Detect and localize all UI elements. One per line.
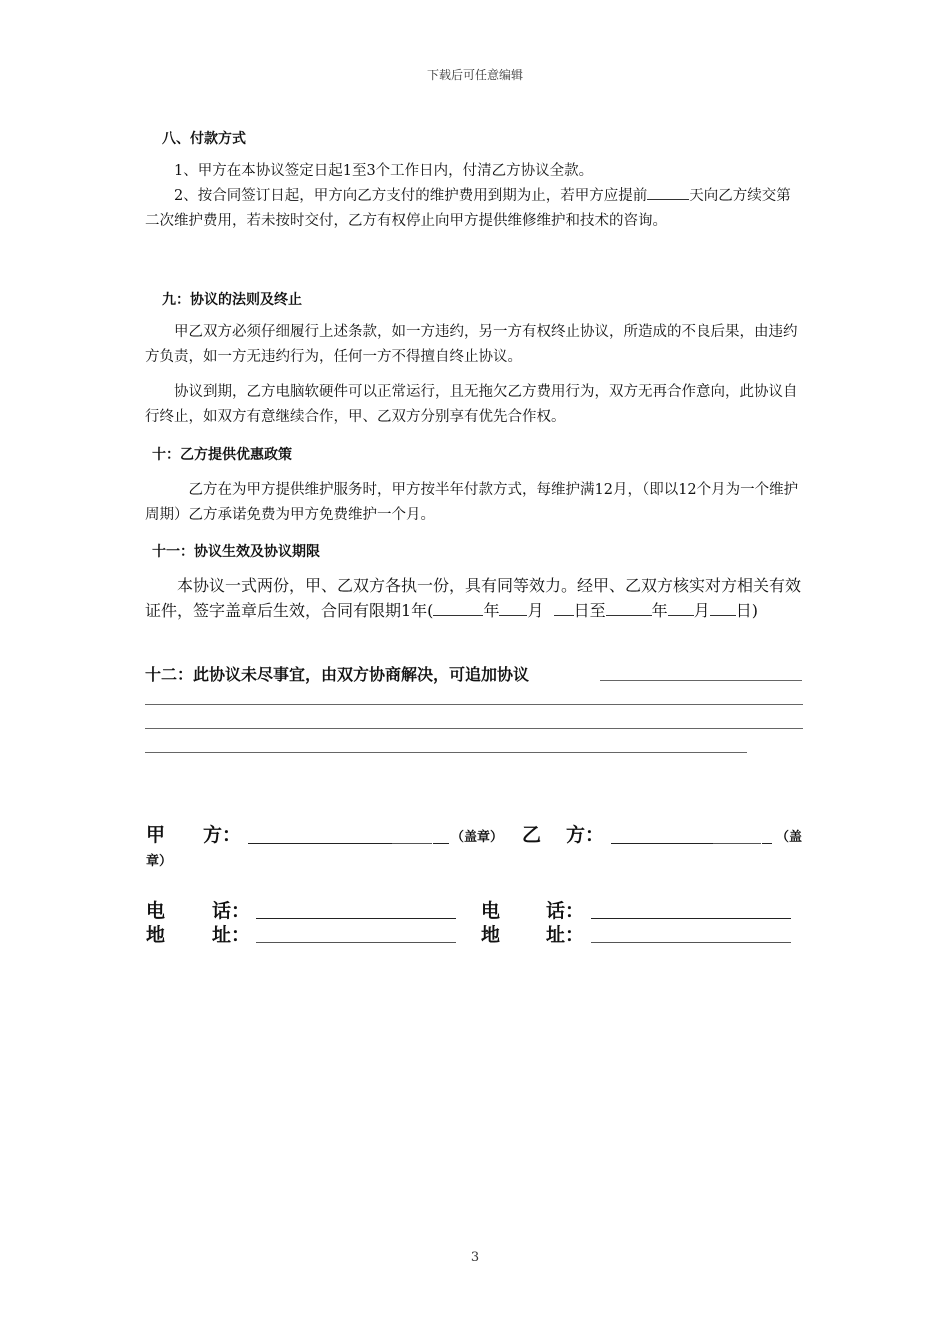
- address-label-b-2: 址：: [546, 924, 585, 946]
- phone-label-b-1: 电: [481, 900, 501, 922]
- party-a-signature-line: [248, 843, 392, 844]
- to-label: 至: [589, 601, 606, 620]
- address-label-a-1: 地: [146, 924, 166, 946]
- phone-label-b-2: 话：: [546, 900, 585, 922]
- start-month-label: 月: [527, 601, 544, 620]
- section-8-item-2-text-a: 2、按合同签订日起，甲方向乙方支付的维护费用到期为止，若甲方应提前: [174, 188, 648, 204]
- start-year-blank: [433, 601, 483, 616]
- address-label-b-1: 地: [481, 924, 501, 946]
- section-9-para-1: 甲乙双方必须仔细履行上述条款，如一方违约，另一方有权终止协议，所造成的不良后果，由违约方负责，如一方无违约行为，任何一方不得擅自终止协议。: [145, 324, 798, 365]
- end-month-label: 月: [693, 601, 710, 620]
- party-a-seal-label: （盖章）: [451, 830, 504, 845]
- party-b-label-1: 乙: [522, 824, 542, 846]
- supplement-line: [145, 728, 803, 729]
- address-line-a: [256, 942, 456, 943]
- address-line-b: [591, 942, 791, 943]
- section-9-para-2: 协议到期，乙方电脑软硬件可以正常运行，且无拖欠乙方费用行为，双方无再合作意向，此协议自行终止，如双方有意继续合作，甲、乙双方分别享有优先合作权。: [145, 384, 798, 425]
- party-b-signature-line: [762, 843, 772, 844]
- end-month-blank: [668, 601, 694, 616]
- phone-line-b: [591, 918, 791, 919]
- end-day-blank: [710, 601, 736, 616]
- start-day-blank: [554, 601, 574, 616]
- phone-line-a: [256, 918, 456, 919]
- start-year-label: 年: [483, 601, 500, 620]
- party-b-seal-label-cont: 章）: [146, 854, 173, 869]
- section-8-item-2: [145, 184, 805, 234]
- end-year-blank: [606, 601, 652, 616]
- phone-label-a-1: 电: [146, 900, 166, 922]
- section-11-para: [145, 573, 805, 623]
- end-year-label: 年: [651, 601, 668, 620]
- party-a-label-2: 方：: [203, 824, 242, 846]
- supplement-line: [145, 752, 747, 753]
- section-8-item-2-text-b: 天向乙方续交第二次维护费用，若未按时交付，乙方有权停止向甲方提供维修维护和技术的咨询。: [145, 188, 791, 229]
- start-day-label: 日: [573, 601, 590, 620]
- page-header: 下载后可任意编辑: [426, 68, 523, 82]
- section-8-item-1: 1、甲方在本协议签定日起1至3个工作日内，付清乙方协议全款。: [174, 163, 594, 179]
- party-a-label-1: 甲: [146, 824, 166, 846]
- page-number: 3: [470, 1250, 480, 1265]
- days-blank: [647, 185, 689, 200]
- end-day-label: 日): [735, 601, 758, 620]
- party-b-signature-line: [713, 843, 761, 844]
- section-11-text: 本协议一式两份，甲、乙双方各执一份，具有同等效力。经甲、乙双方核实对方相关有效证件，签字盖章后生效，合同有限期1年(: [145, 576, 802, 620]
- party-b-signature-line: [611, 843, 713, 844]
- supplement-line: [600, 680, 802, 681]
- section-11-heading: 十一：协议生效及协议期限: [152, 544, 320, 560]
- supplement-line: [145, 704, 803, 705]
- party-a-signature-line: [392, 843, 432, 844]
- party-a-signature-line: [433, 843, 449, 844]
- address-label-a-2: 址：: [212, 924, 251, 946]
- section-9-heading: 九：协议的法则及终止: [162, 292, 302, 308]
- section-8-heading: 八、付款方式: [162, 131, 246, 147]
- section-10-heading: 十：乙方提供优惠政策: [152, 447, 292, 463]
- phone-label-a-2: 话：: [212, 900, 251, 922]
- section-10-para: 乙方在为甲方提供维护服务时，甲方按半年付款方式，每维护满12月，（即以12个月为一个维护周期）乙方承诺免费为甲方免费维护一个月。: [145, 482, 799, 523]
- start-month-blank: [499, 601, 527, 616]
- section-12-heading: 十二：此协议未尽事宜，由双方协商解决，可追加协议: [145, 665, 530, 684]
- party-b-label-2: 方：: [566, 824, 605, 846]
- party-b-seal-label: （盖: [776, 830, 803, 845]
